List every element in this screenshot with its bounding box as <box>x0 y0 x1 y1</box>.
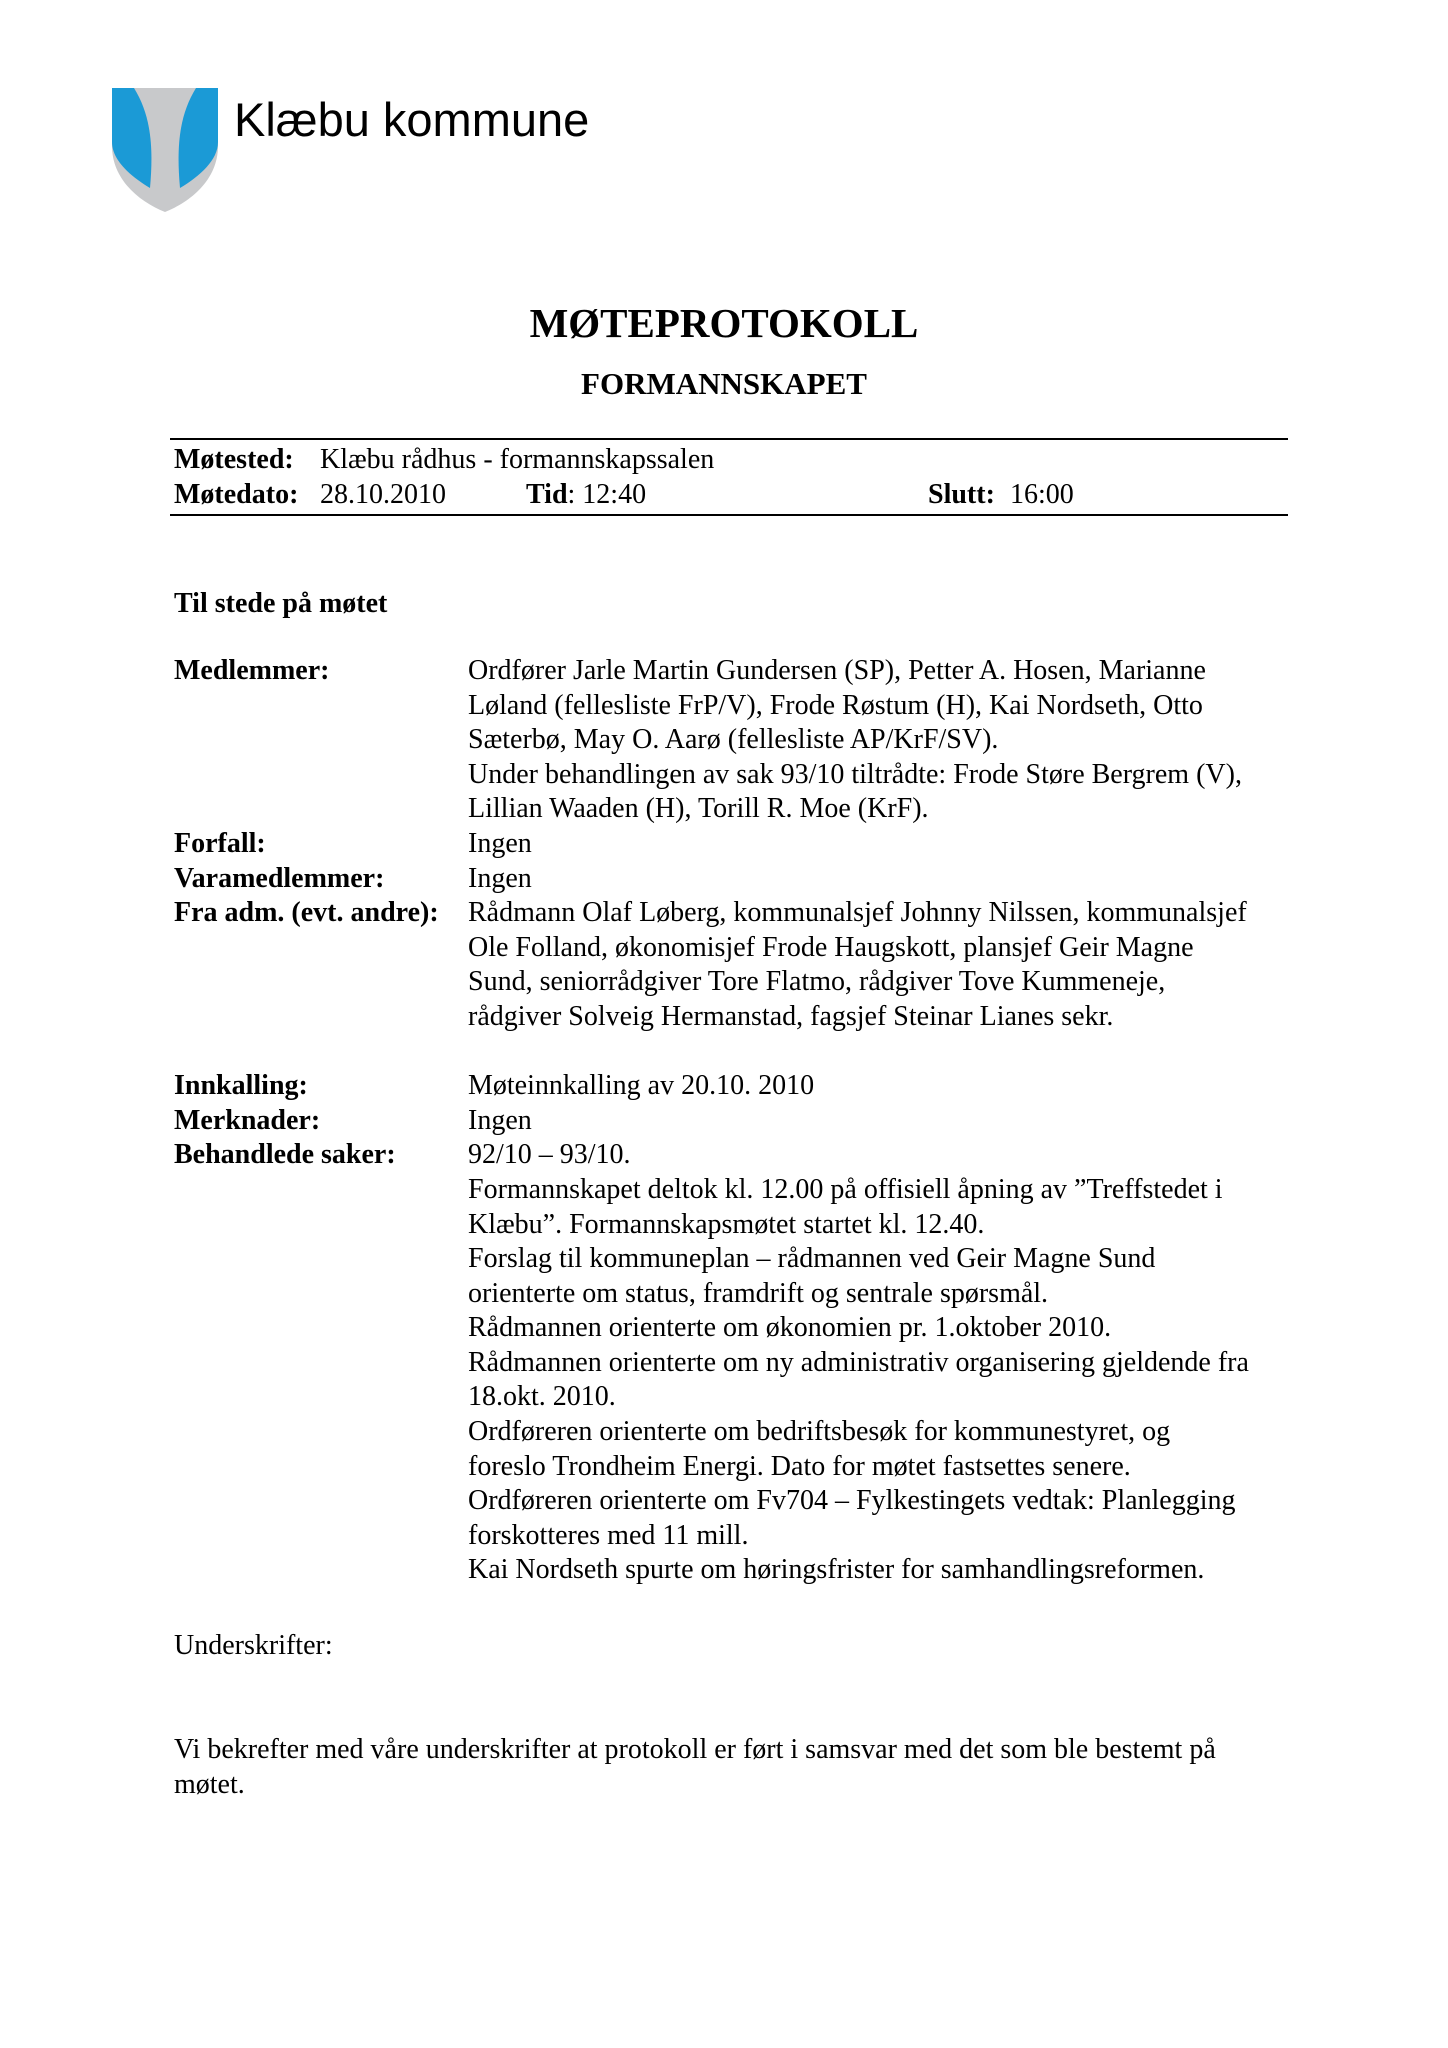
summons-value: Møteinnkalling av 20.10. 2010 <box>468 1070 815 1102</box>
admin-label: Fra adm. (evt. andre): <box>174 897 439 929</box>
letterhead <box>110 84 910 224</box>
cases-line: Forslag til kommuneplan – rådmannen ved Geir Magne Sund <box>468 1243 1156 1275</box>
document-subtitle: FORMANNSKAPET <box>581 366 867 401</box>
cases-line: 18.okt. 2010. <box>468 1381 616 1413</box>
confirmation-statement <box>174 1732 1288 1802</box>
cases-line: foreslo Trondheim Energi. Dato for møtet fastsettes senere. <box>468 1450 1131 1482</box>
absent-label: Forfall: <box>174 827 266 859</box>
summons-label: Innkalling: <box>174 1070 308 1102</box>
cases-line: orienterte om status, framdrift og sentrale spørsmål. <box>468 1277 1049 1309</box>
cases-value <box>468 1138 1288 1588</box>
admin-line: Rådmann Olaf Løberg, kommunalsjef Johnny Nilssen, kommunalsjef <box>468 897 1247 929</box>
members-label: Medlemmer: <box>174 655 330 686</box>
organization-name: Klæbu kommune <box>234 93 590 146</box>
signatures-label: Underskrifter: <box>174 1630 333 1661</box>
deputies-field <box>174 862 1288 897</box>
time-value: : 12:40 <box>567 479 647 510</box>
spacer <box>174 1035 1288 1070</box>
time-label: Tid <box>526 479 568 510</box>
date-label: Møtedato: <box>174 479 299 510</box>
cases-line: Klæbu”. Formannskapsmøtet startet kl. 12.40. <box>468 1208 985 1240</box>
admin-line: Sund, seniorrådgiver Tore Flatmo, rådgiver Tove Kummeneje, <box>468 966 1166 998</box>
date-value: 28.10.2010 <box>320 479 446 510</box>
document-title: MØTEPROTOKOLL <box>529 300 919 346</box>
absent-field <box>174 827 1288 862</box>
cases-line: Kai Nordseth spurte om høringsfrister for samhandlingsreformen. <box>468 1554 1205 1586</box>
divider-bottom <box>170 514 1288 516</box>
members-line: Lillian Waaden (H), Torill R. Moe (KrF). <box>468 793 929 825</box>
members-line: Under behandlingen av sak 93/10 tiltrådte: Frode Støre Bergrem (V), <box>468 758 1242 790</box>
members-value <box>468 654 1288 827</box>
remarks-value: Ingen <box>468 1104 532 1136</box>
meeting-meta <box>174 442 1284 512</box>
cases-field <box>174 1138 1288 1588</box>
time-group <box>526 477 646 512</box>
deputies-label: Varamedlemmer: <box>174 862 385 894</box>
admin-line: Ole Folland, økonomisjef Frode Haugskott, plansjef Geir Magne <box>468 931 1194 963</box>
cases-label: Behandlede saker: <box>174 1139 396 1171</box>
present-heading: Til stede på møtet <box>174 588 388 619</box>
divider-top <box>170 438 1288 440</box>
absent-value: Ingen <box>468 827 532 859</box>
cases-line: forskotteres med 11 mill. <box>468 1519 749 1551</box>
location-value: Klæbu rådhus - formannskapssalen <box>320 444 715 475</box>
cases-line: Rådmannen orienterte om ny administrativ organisering gjeldende fra <box>468 1346 1249 1378</box>
remarks-field <box>174 1104 1288 1139</box>
location-label: Møtested: <box>174 444 294 475</box>
cases-line: Rådmannen orienterte om økonomien pr. 1.oktober 2010. <box>468 1312 1112 1344</box>
cases-line: Formannskapet deltok kl. 12.00 på offisiell åpning av ”Treffstedet i <box>468 1173 1223 1205</box>
members-line: Løland (fellesliste FrP/V), Frode Røstum (H), Kai Nordseth, Otto <box>468 689 1203 721</box>
admin-line: rådgiver Solveig Hermanstad, fagsjef Steinar Lianes sekr. <box>468 1000 1114 1032</box>
cases-line: 92/10 – 93/10. <box>468 1139 631 1171</box>
members-line: Sæterbø, May O. Aarø (fellesliste AP/KrF/SV). <box>468 724 999 756</box>
meta-location-row <box>174 442 1284 477</box>
admin-field <box>174 896 1288 1034</box>
confirmation-line: møtet. <box>174 1769 245 1800</box>
meta-date-row <box>174 477 1284 512</box>
attendance-fields <box>174 654 1288 1588</box>
deputies-value: Ingen <box>468 862 532 894</box>
municipal-coat-of-arms-icon <box>110 84 220 214</box>
admin-value <box>468 896 1288 1034</box>
members-field <box>174 654 1288 827</box>
end-label: Slutt: <box>928 479 995 510</box>
members-line: Ordfører Jarle Martin Gundersen (SP), Petter A. Hosen, Marianne <box>468 655 1206 686</box>
cases-line: Ordføreren orienterte om Fv704 – Fylkestingets vedtak: Planlegging <box>468 1485 1236 1517</box>
remarks-label: Merknader: <box>174 1104 321 1136</box>
cases-line: Ordføreren orienterte om bedriftsbesøk for kommunestyret, og <box>468 1416 1171 1448</box>
end-value: 16:00 <box>1010 479 1074 510</box>
summons-field <box>174 1069 1288 1104</box>
confirmation-line: Vi bekrefter med våre underskrifter at protokoll er ført i samsvar med det som ble bestemt på <box>174 1734 1216 1765</box>
